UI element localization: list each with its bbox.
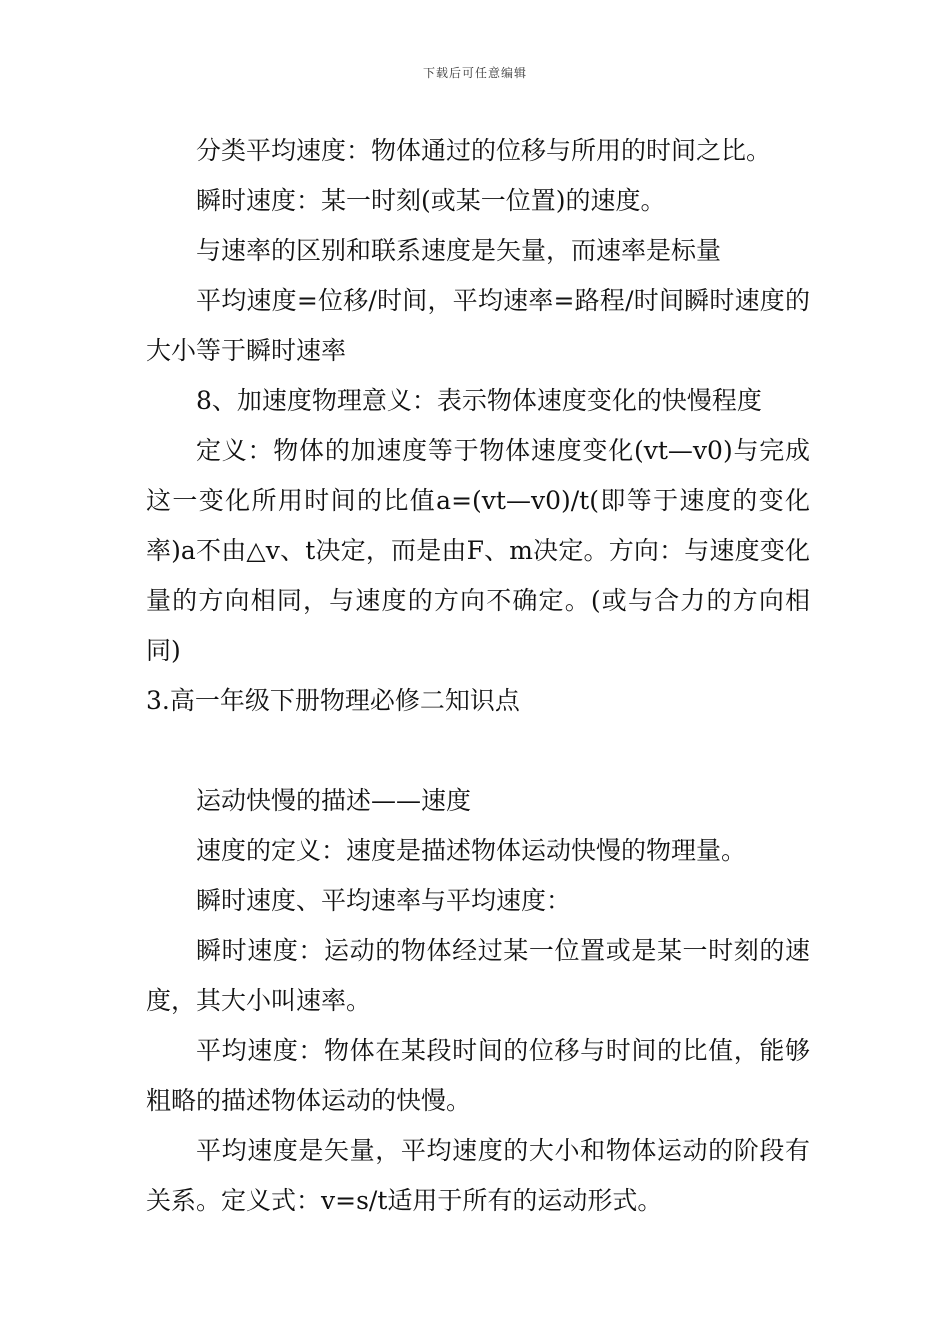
document-body bbox=[146, 126, 810, 1226]
page-header-note: 下载后可任意编辑 bbox=[422, 66, 527, 80]
paragraph-speed-types: 瞬时速度、平均速率与平均速度： bbox=[196, 886, 572, 915]
section-heading: 3.高一年级下册物理必修二知识点 bbox=[146, 686, 520, 715]
paragraph-acceleration-meaning: 8、加速度物理意义：表示物体速度变化的快慢程度 bbox=[196, 386, 762, 415]
paragraph-instant-speed: 瞬时速度：某一时刻(或某一位置)的速度。 bbox=[196, 186, 666, 215]
paragraph-speed-definition: 速度的定义：速度是描述物体运动快慢的物理量。 bbox=[196, 836, 747, 865]
paragraph-instant-speed-detail: 瞬时速度：运动的物体经过某一位置或是某一时刻的速度，其大小叫速率。 bbox=[146, 936, 810, 1015]
paragraph-average-speed: 分类平均速度：物体通过的位移与所用的时间之比。 bbox=[196, 136, 772, 165]
paragraph-average-speed-vector: 平均速度是矢量，平均速度的大小和物体运动的阶段有关系。定义式：v=s/t适用于所有的运动形式。 bbox=[146, 1136, 810, 1215]
paragraph-speed-formulas: 平均速度=位移/时间，平均速率=路程/时间瞬时速度的大小等于瞬时速率 bbox=[146, 286, 810, 365]
paragraph-average-speed-detail: 平均速度：物体在某段时间的位移与时间的比值，能够粗略的描述物体运动的快慢。 bbox=[146, 1036, 810, 1115]
paragraph-speed-description: 运动快慢的描述——速度 bbox=[196, 786, 472, 815]
paragraph-speed-vs-rate: 与速率的区别和联系速度是矢量，而速率是标量 bbox=[196, 236, 722, 265]
paragraph-acceleration-definition: 定义：物体的加速度等于物体速度变化(vt—v0)与完成这一变化所用时间的比值a=(vt—v0)/t(即等于速度的变化率)a不由△v、t决定，而是由F、m决定。方向：与速度变化量的方向相同，与速度的方向不确定。(或与合力的方向相同) bbox=[146, 436, 810, 665]
